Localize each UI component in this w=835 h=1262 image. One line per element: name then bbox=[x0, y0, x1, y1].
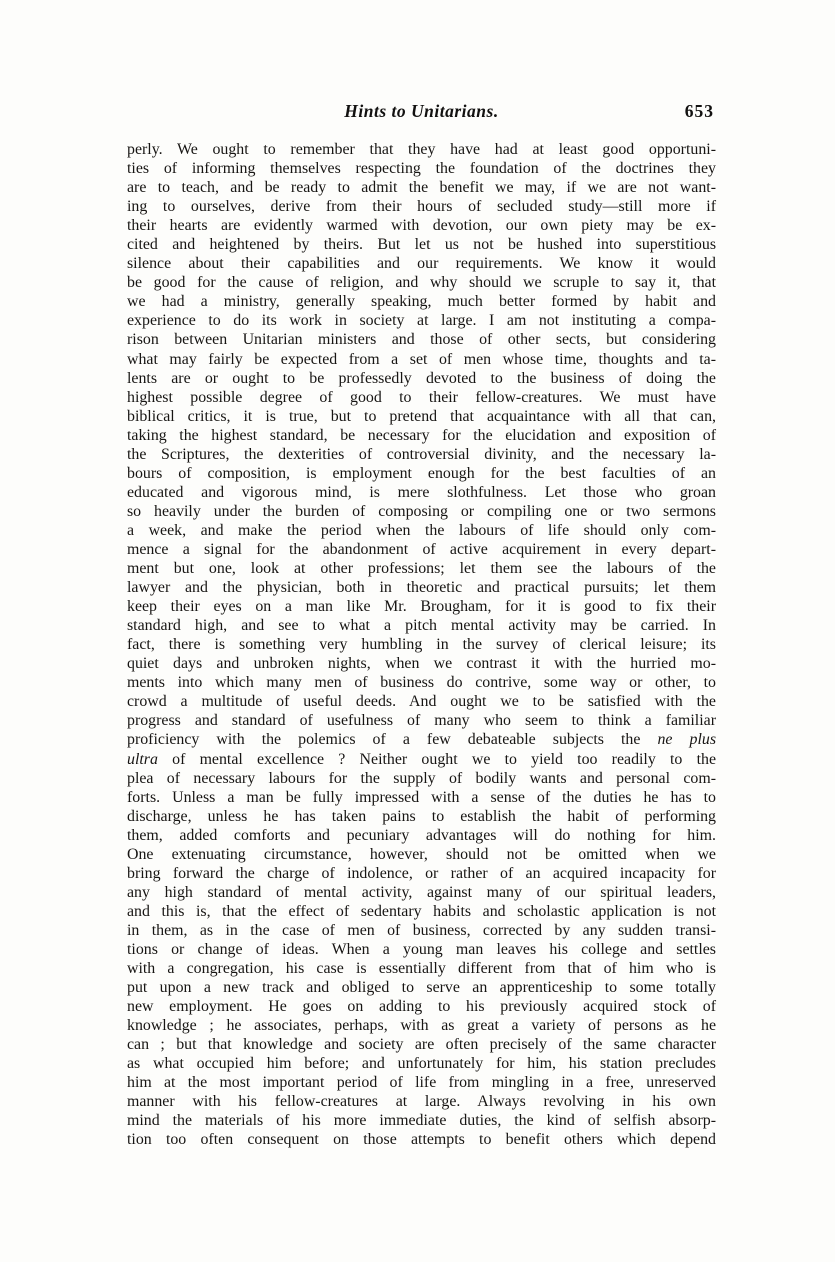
text-line: progress and standard of usefulness of many who seem to think a familiar bbox=[127, 712, 716, 730]
text-line: tion too often consequent on those attempts to benefit others which depend bbox=[127, 1131, 716, 1149]
text-line: ments into which many men of business do contrive, some way or other, to bbox=[127, 674, 716, 692]
text-line: educated and vigorous mind, is mere slothfulness. Let those who groan bbox=[127, 483, 716, 501]
text-line: a week, and make the period when the labours of life should only com- bbox=[127, 521, 716, 539]
text-line: lents are or ought to be professedly devoted to the business of doing the bbox=[127, 369, 716, 387]
text-line: them, added comforts and pecuniary advantages will do nothing for him. bbox=[127, 826, 716, 844]
text-line: quiet days and unbroken nights, when we contrast it with the hurried mo- bbox=[127, 655, 716, 673]
text-line: perly. We ought to remember that they have had at least good opportuni- bbox=[127, 141, 716, 158]
text-line: as what occupied him before; and unfortunately for him, his station precludes bbox=[127, 1055, 716, 1073]
text-line: experience to do its work in society at large. I am not instituting a compa- bbox=[127, 312, 716, 330]
text-line: what may fairly be expected from a set of men whose time, thoughts and ta- bbox=[127, 350, 716, 368]
text-line: tions or change of ideas. When a young man leaves his college and settles bbox=[127, 940, 716, 958]
text-line: manner with his fellow-creatures at large. Always revolving in his own bbox=[127, 1093, 716, 1111]
text-line: keep their eyes on a man like Mr. Brougham, for it is good to fix their bbox=[127, 598, 716, 616]
text-line: knowledge ; he associates, perhaps, with as great a variety of persons as he bbox=[127, 1017, 716, 1035]
body-text bbox=[127, 140, 716, 1149]
text-line: lawyer and the physician, both in theoretic and practical pursuits; let them bbox=[127, 579, 716, 597]
text-line: forts. Unless a man be fully impressed with a sense of the duties he has to bbox=[127, 788, 716, 806]
text-line: plea of necessary labours for the supply of bodily wants and personal com- bbox=[127, 769, 716, 787]
text-line: and this is, that the effect of sedentary habits and scholastic application is not bbox=[127, 902, 716, 920]
text-line: can ; but that knowledge and society are often precisely of the same character bbox=[127, 1036, 716, 1054]
text-line: crowd a multitude of useful deeds. And ought we to be satisfied with the bbox=[127, 693, 716, 711]
italic-text-segment: ultra bbox=[127, 750, 158, 768]
text-line: standard high, and see to what a pitch mental activity may be carried. In bbox=[127, 617, 716, 635]
page-header bbox=[127, 101, 716, 127]
text-line: put upon a new track and obliged to serve an apprenticeship to some totally bbox=[127, 979, 716, 997]
text-segment: proficiency with the polemics of a few debateable subjects the bbox=[127, 731, 658, 749]
text-line: highest possible degree of good to their fellow-creatures. We must have bbox=[127, 388, 716, 406]
text-line: mind the materials of his more immediate duties, the kind of selfish absorp- bbox=[127, 1112, 716, 1130]
text-line: fact, there is something very humbling in the survey of clerical leisure; its bbox=[127, 636, 716, 654]
text-line bbox=[127, 730, 716, 749]
text-line: him at the most important period of life from mingling in a free, unreserved bbox=[127, 1074, 716, 1092]
text-line: in them, as in the case of men of business, corrected by any sudden transi- bbox=[127, 921, 716, 939]
text-line: biblical critics, it is true, but to pretend that acquaintance with all that can, bbox=[127, 407, 716, 425]
text-line: rison between Unitarian ministers and those of other sects, but considering bbox=[127, 331, 716, 349]
text-line: bours of composition, is employment enough for the best faculties of an bbox=[127, 464, 716, 482]
text-line: bring forward the charge of indolence, or rather of an acquired incapacity for bbox=[127, 864, 716, 882]
italic-text-segment: ne plus bbox=[657, 731, 716, 749]
text-line: ties of informing themselves respecting the foundation of the doctrines they bbox=[127, 160, 716, 178]
text-line bbox=[127, 750, 716, 769]
text-line: ment but one, look at other professions; let them see the labours of the bbox=[127, 560, 716, 578]
text-line: One extenuating circumstance, however, should not be omitted when we bbox=[127, 845, 716, 863]
running-title: Hints to Unitarians. bbox=[344, 101, 499, 121]
text-line: are to teach, and be ready to admit the benefit we may, if we are not want- bbox=[127, 179, 716, 197]
page-number: 653 bbox=[684, 101, 714, 121]
text-line: with a congregation, his case is essentially different from that of him who is bbox=[127, 960, 716, 978]
text-line: the Scriptures, the dexterities of controversial divinity, and the necessary la- bbox=[127, 445, 716, 463]
text-line: new employment. He goes on adding to his previously acquired stock of bbox=[127, 998, 716, 1016]
text-line: so heavily under the burden of composing or compiling one or two sermons bbox=[127, 502, 716, 520]
text-line: taking the highest standard, be necessary for the elucidation and exposition of bbox=[127, 426, 716, 444]
text-line: be good for the cause of religion, and why should we scruple to say it, that bbox=[127, 274, 716, 292]
text-line: silence about their capabilities and our requirements. We know it would bbox=[127, 255, 716, 273]
text-line: we had a ministry, generally speaking, much better formed by habit and bbox=[127, 293, 716, 311]
text-line: cited and heightened by theirs. But let us not be hushed into superstitious bbox=[127, 236, 716, 254]
text-line: any high standard of mental activity, against many of our spiritual leaders, bbox=[127, 883, 716, 901]
text-line: mence a signal for the abandonment of active acquirement in every depart- bbox=[127, 540, 716, 558]
text-line: discharge, unless he has taken pains to establish the habit of performing bbox=[127, 807, 716, 825]
text-line: their hearts are evidently warmed with devotion, our own piety may be ex- bbox=[127, 217, 716, 235]
text-line: ing to ourselves, derive from their hours of secluded study—still more if bbox=[127, 198, 716, 216]
text-segment: of mental excellence ? Neither ought we to yield too readily to the bbox=[157, 750, 716, 768]
